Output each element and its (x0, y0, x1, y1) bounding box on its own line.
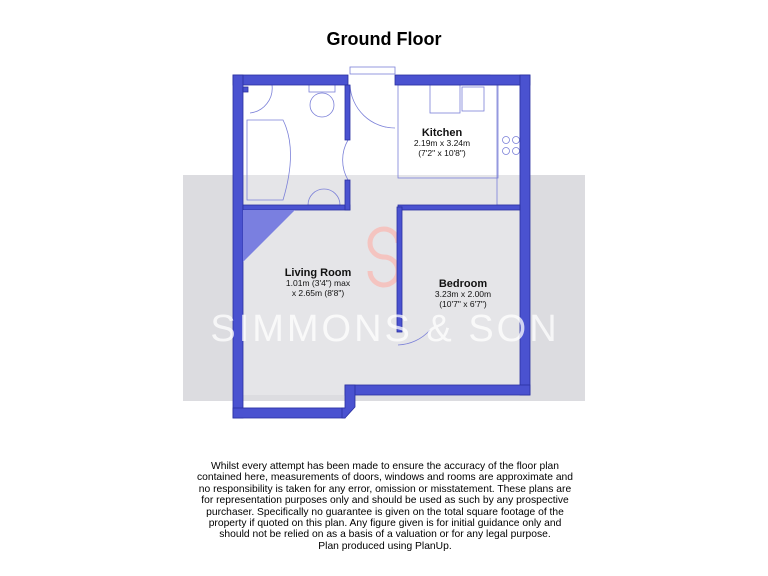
room-dims-metric: 1.01m (3'4") max (285, 278, 351, 288)
room-label-living-room (278, 267, 358, 298)
room-name: Kitchen (421, 127, 463, 139)
credit-text: Plan produced using PlanUp. (318, 540, 452, 552)
room-dims-metric: 3.23m x 2.00m (434, 289, 492, 299)
room-label-kitchen (414, 127, 470, 158)
disclaimer (195, 461, 575, 552)
room-dims-imperial: (10'7" x 6'7") (439, 298, 487, 309)
floor-title: Ground Floor (326, 29, 442, 49)
disclaimer-text: Whilst every attempt has been made to ensure the accuracy of the floor plan contained here, measurements of doors, windows and rooms are approximate and no responsibility is taken for any error, omission or misstatement. These plans are for representation purposes only and should be used as such by any prospective purchaser. Specifically no guarantee is given on the total square footage of the property if quoted on this plan. Any figure given is for initial guidance only and should not be relied on as a basis of a valuation or for any legal purpose. (196, 461, 574, 541)
watermark: SIMMONS & SON (210, 308, 560, 350)
room-label-bedroom (435, 278, 491, 309)
room-dims-imperial: x 2.65m (8'8") (291, 287, 345, 298)
room-dims-imperial: (7'2" x 10'8") (418, 147, 466, 158)
room-dims-metric: 2.19m x 3.24m (413, 138, 471, 148)
room-name: Bedroom (438, 278, 488, 290)
room-name: Living Room (284, 267, 352, 279)
